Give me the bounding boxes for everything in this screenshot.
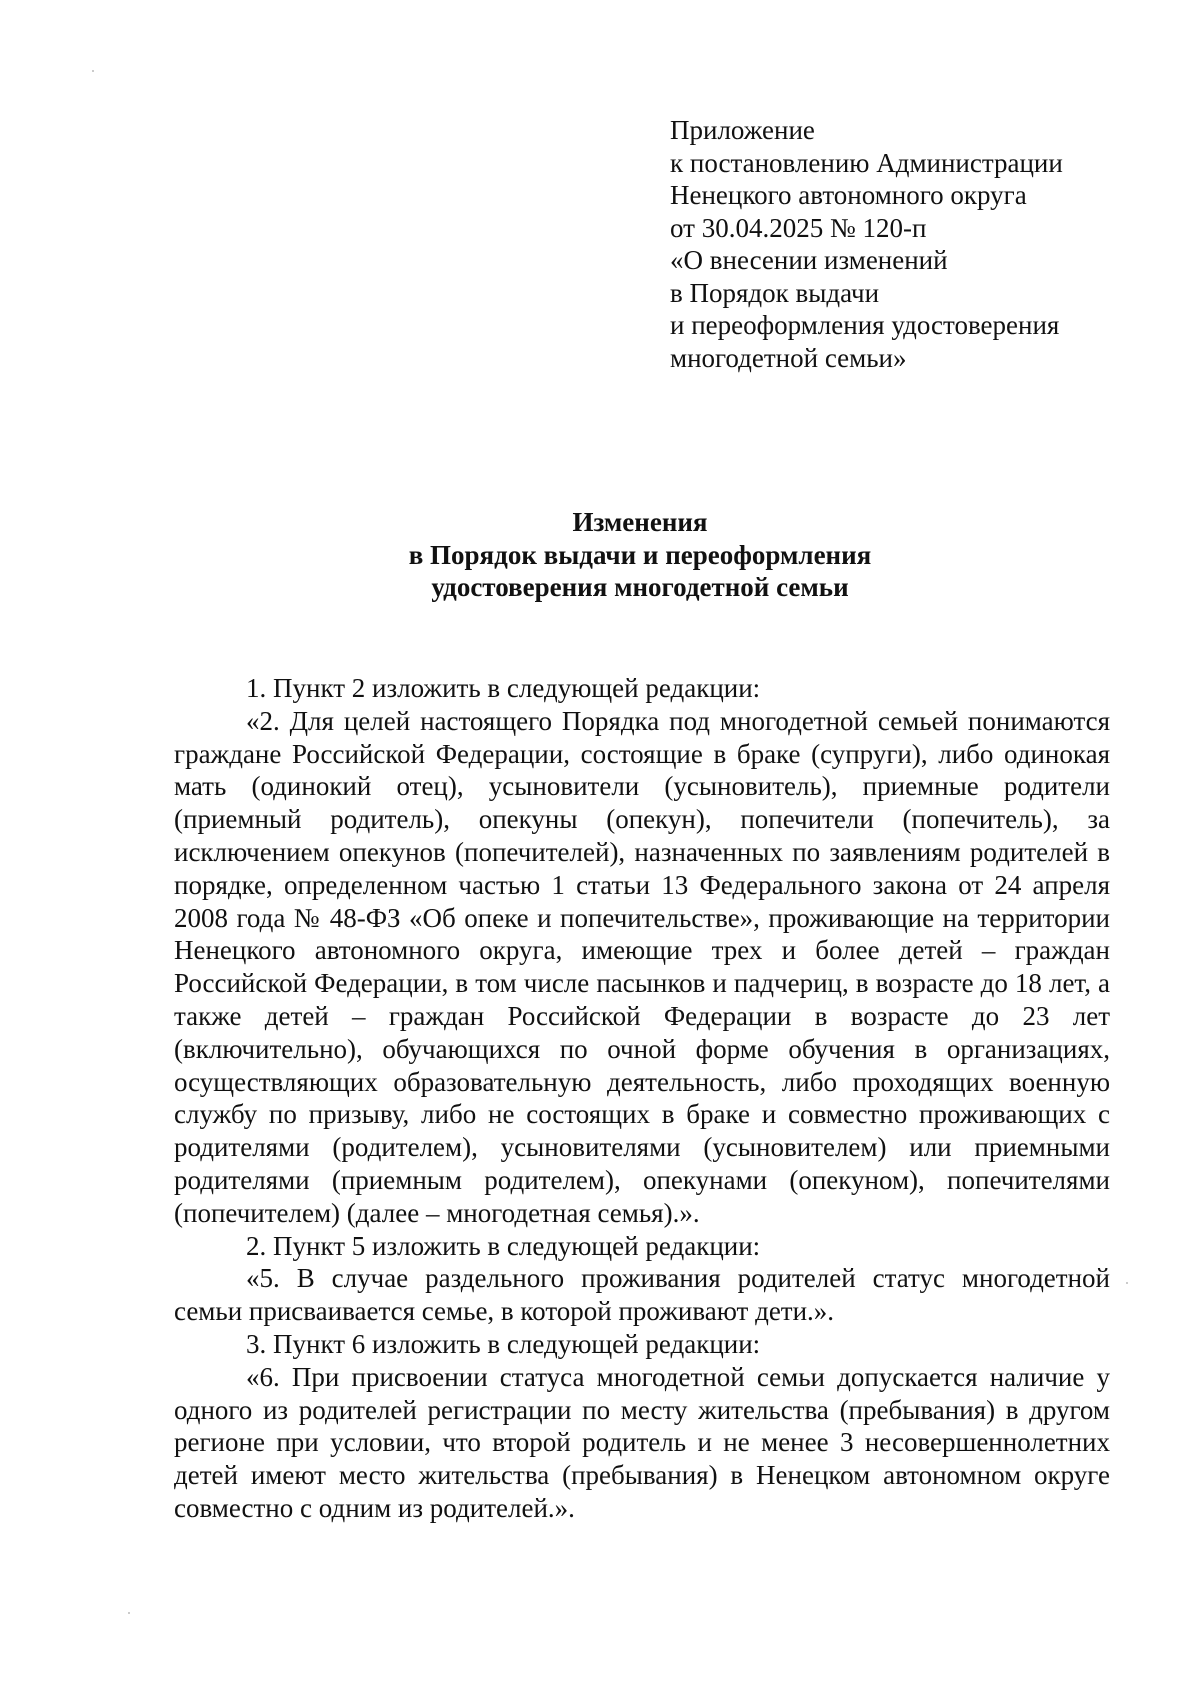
- paragraph-item-1-instruction: 1. Пункт 2 изложить в следующей редакции:: [246, 673, 761, 703]
- document-title: [160, 506, 1120, 604]
- appendix-line: в Порядок выдачи: [670, 277, 880, 308]
- document-body: [174, 672, 1110, 1525]
- title-line: Изменения: [572, 507, 708, 537]
- title-line: в Порядок выдачи и переоформления: [408, 539, 872, 570]
- appendix-line: от 30.04.2025 № 120-п: [670, 212, 927, 243]
- appendix-line: многодетной семьи»: [670, 342, 907, 373]
- paragraph-item-2-text: «2. Для целей настоящего Порядка под многодетной семьей понимаются граждане Российской Федерации, состоящие в браке (супруги), либо одинокая мать (одинокий отец), усыновители (усыновитель), приемные родители (приемный родитель), опекуны (опекун), попечители (попечитель), за исключением опекунов (попечителей), назначенных по заявлениям родителей в порядке, определенном частью 1 статьи 13 Федерального закона от 24 апреля 2008 года № 48-ФЗ «Об опеке и попечительстве», проживающие на территории Ненецкого автономного округа, имеющие трех и более детей – граждан Российской Федерации, в том числе пасынков и падчериц, в возрасте до 18 лет, а также детей – граждан Российской Федерации в возрасте до 23 лет (включительно), обучающихся по очной форме обучения в организациях, осуществляющих образовательную деятельность, либо проходящих военную службу по призыву, либо не состоящих в браке и совместно проживающих с родителями (родителем), усыновителями (усыновителем) или приемными родителями (приемным родителем), опекунами (опекуном), попечителями (попечителем) (далее – многодетная семья).».: [174, 705, 1110, 1228]
- appendix-line: и переоформления удостоверения: [670, 310, 1060, 340]
- title-line: удостоверения многодетной семьи: [431, 572, 849, 602]
- paragraph-item-2-instruction: 2. Пункт 5 изложить в следующей редакции:: [246, 1230, 761, 1261]
- appendix-line: Приложение: [670, 115, 815, 145]
- scan-artifact: [128, 1612, 130, 1614]
- appendix-line: Ненецкого автономного округа: [670, 180, 1027, 210]
- paragraph-item-3-instruction: 3. Пункт 6 изложить в следующей редакции:: [246, 1328, 761, 1359]
- appendix-line: «О внесении изменений: [670, 245, 948, 275]
- scan-artifact: [92, 70, 94, 72]
- appendix-header: [670, 114, 1140, 374]
- scan-artifact: [1126, 1282, 1128, 1284]
- paragraph-item-6-text: «6. При присвоении статуса многодетной семьи допускается наличие у одного из родителей регистрации по месту жительства (пребывания) в другом регионе при условии, что второй родитель и не менее 3 несовершеннолетних детей имеют место жительства (пребывания) в Ненецком автономном округе совместно с одним из родителей.».: [174, 1361, 1110, 1523]
- paragraph-item-5-text: «5. В случае раздельного проживания родителей статус многодетной семьи присваивается семье, в которой проживают дети.».: [174, 1263, 1110, 1327]
- appendix-line: к постановлению Администрации: [670, 147, 1063, 178]
